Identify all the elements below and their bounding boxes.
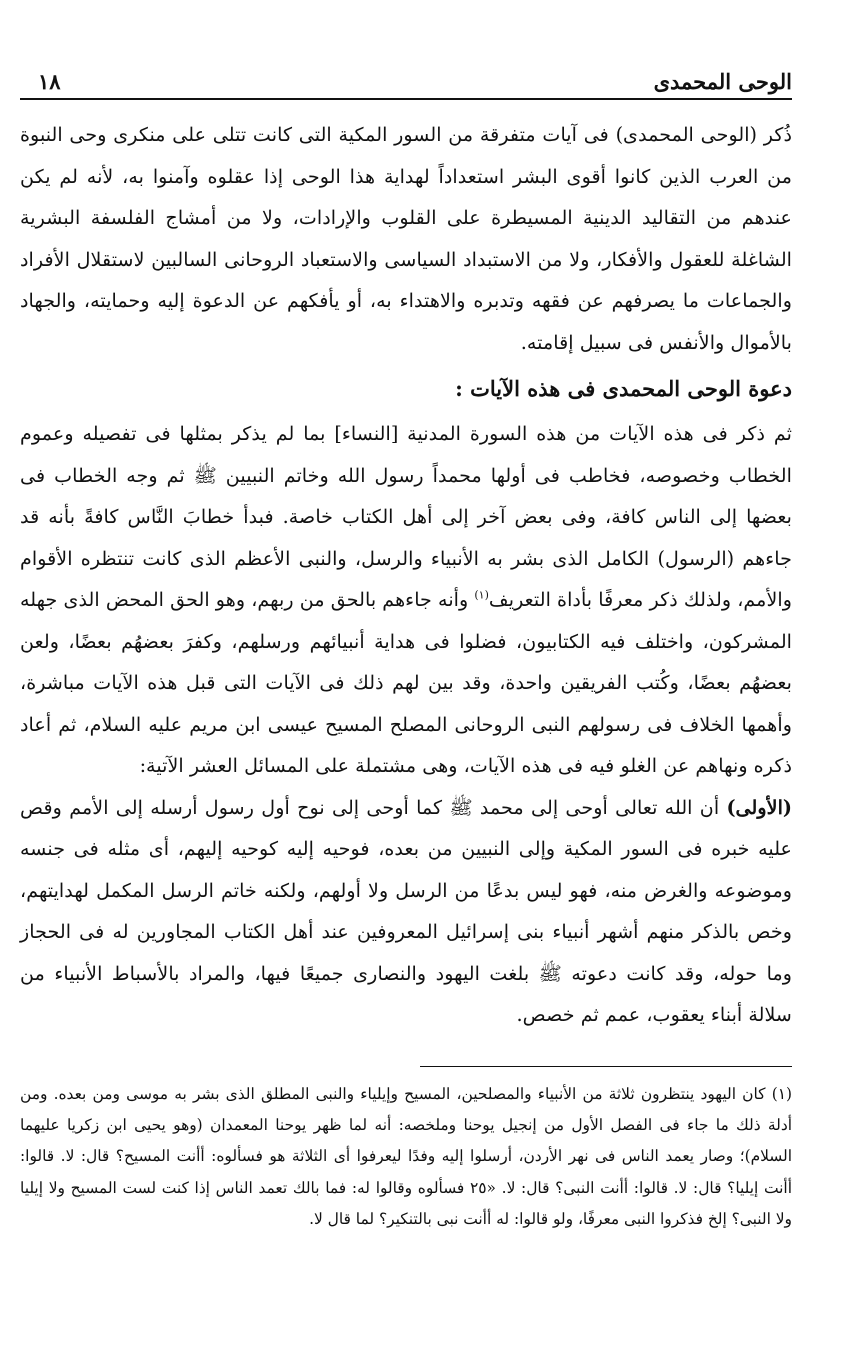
book-page	[20, 58, 792, 1236]
footnote: (١) كان اليهود ينتظرون ثلاثة من الأنبياء والمصلحين، المسيح وإيلياء والنبى المطلق الذى بشر به موسى ومن بعده. ومن أدلة ذلك ما جاء فى الفصل الأول من إنجيل يوحنا وملخصه: أنه لما ظهر يوحنا المعمدان (وهو يحيى ابن زكريا عليهما السلام)؛ وصار يعمد الناس فى نهر الأردن، أرسلوا إليه وفدًا ليعرفوا أى الثلاثة هو فسألوه: أأنت المسيح؟ قال: لا. قالوا: أأنت إيليا؟ قال: لا. قالوا: أأنت النبى؟ قال: لا. «٢٥ فسألوه وقالوا له: فما بالك تعمد الناس إذا كنت لست المسيح ولا إيليا ولا النبى؟ إلخ فذكروا النبى معرفًا، ولو قالوا: له أأنت نبى بالتنكير؟ لما قال لا.	[20, 1084, 792, 1229]
footnote-separator	[420, 1066, 792, 1067]
section-paragraph-text-start: ثم ذكر فى هذه الآيات من هذه السورة المدنية [النساء] بما لم يذكر بمثلها فى تفصيله وعموم الخطاب وخصوصه، فخاطب فى أولها محمداً رسول الله وخاتم النبيين ﷺ ثم وجه الخطاب فى بعضها إلى الناس كافة، وفى بعض آخر إلى أهل الكتاب خاصة. فبدأ خطابَ النَّاس كافةً بأنه قد جاءهم (الرسول) الكامل الذى بشر به الأنبياء والرسل، والنبى الأعظم الذى كانت تنتظره الأقوام والأمم، ولذلك ذكر معرفًا بأداة التعريف	[20, 422, 792, 611]
first-point-paragraph	[20, 787, 792, 1036]
section-paragraph-text-end: وأنه جاءهم بالحق من ربهم، وهو الحق المحض الذى جهله المشركون، واختلف فيه الكتابيون، فضلوا فى هداية أنبيائهم ورسلهم، وكفرَ بعضهُم بعضًا، ولعن بعضهُم بعضًا، وكُتب الفريقين واحدة، وقد بين لهم ذلك فى الآيات التى قبل هذه الآيات مباشرة، وأهمها الخلاف فى رسولهم النبى الروحانى المصلح المسيح عيسى ابن مريم عليه السلام، ثم أعاد ذكره ونهاهم عن الغلو فيه فى هذه الآيات، وهى مشتملة على المسائل العشر الآتية:	[20, 588, 792, 777]
section-paragraph	[20, 413, 792, 787]
intro-paragraph: ذُكر (الوحى المحمدى) فى آيات متفرقة من السور المكية التى كانت تتلى على منكرى وحى النبوة من العرب الذين كانوا أقوى البشر استعداداً لهداية هذا الوحى إذا عقلوه وآمنوا به، لأنه لم يكن عندهم من التقاليد الدينية المسيطرة على القلوب والإرادات، ولا من أمشاج الفلسفة البشرية الشاغلة للعقول والأفكار، ولا من الاستبداد السياسى والاستعباد الروحانى السالبين لاستقلال الأفراد والجماعات ما يصرفهم عن فقهه وتدبره والاهتداء به، أو يأفكهم عن الدعوة إليه وحمايته، والجهاد بالأموال والأنفس فى سبيل إقامته.	[20, 123, 792, 354]
page-number: ١٨	[38, 69, 61, 94]
first-point-label: (الأولى)	[726, 795, 792, 819]
running-title: الوحى المحمدى	[653, 69, 792, 94]
section-heading: دعوة الوحى المحمدى فى هذه الآيات :	[455, 376, 792, 401]
first-point-text: أن الله تعالى أوحى إلى محمد ﷺ كما أوحى إلى نوح أول رسول أرسله إلى الأمم وقص عليه خبره فى السور المكية وإلى النبيين من بعده، فوحيه إليه كوحيه إليهم، أى مثله فى جنسه وموضوعه والغرض منه، فهو ليس بدعًا من الرسل ولا أولهم، ولكنه خاتم الرسل المكمل لهدايتهم، وخص بالذكر منهم أشهر أنبياء بنى إسرائيل المعروفين عند أهل الكتاب المجاورين له فى الحجاز وما حوله، وقد كانت دعوته ﷺ بلغت اليهود والنصارى جميعًا فيها، والمراد بالأسباط الأنبياء من سلالة أبناء يعقوب، عمم ثم خصص.	[20, 795, 792, 1026]
running-header	[20, 58, 792, 100]
main-text	[20, 114, 792, 1036]
footnote-reference[interactable]: (١)	[474, 588, 489, 602]
